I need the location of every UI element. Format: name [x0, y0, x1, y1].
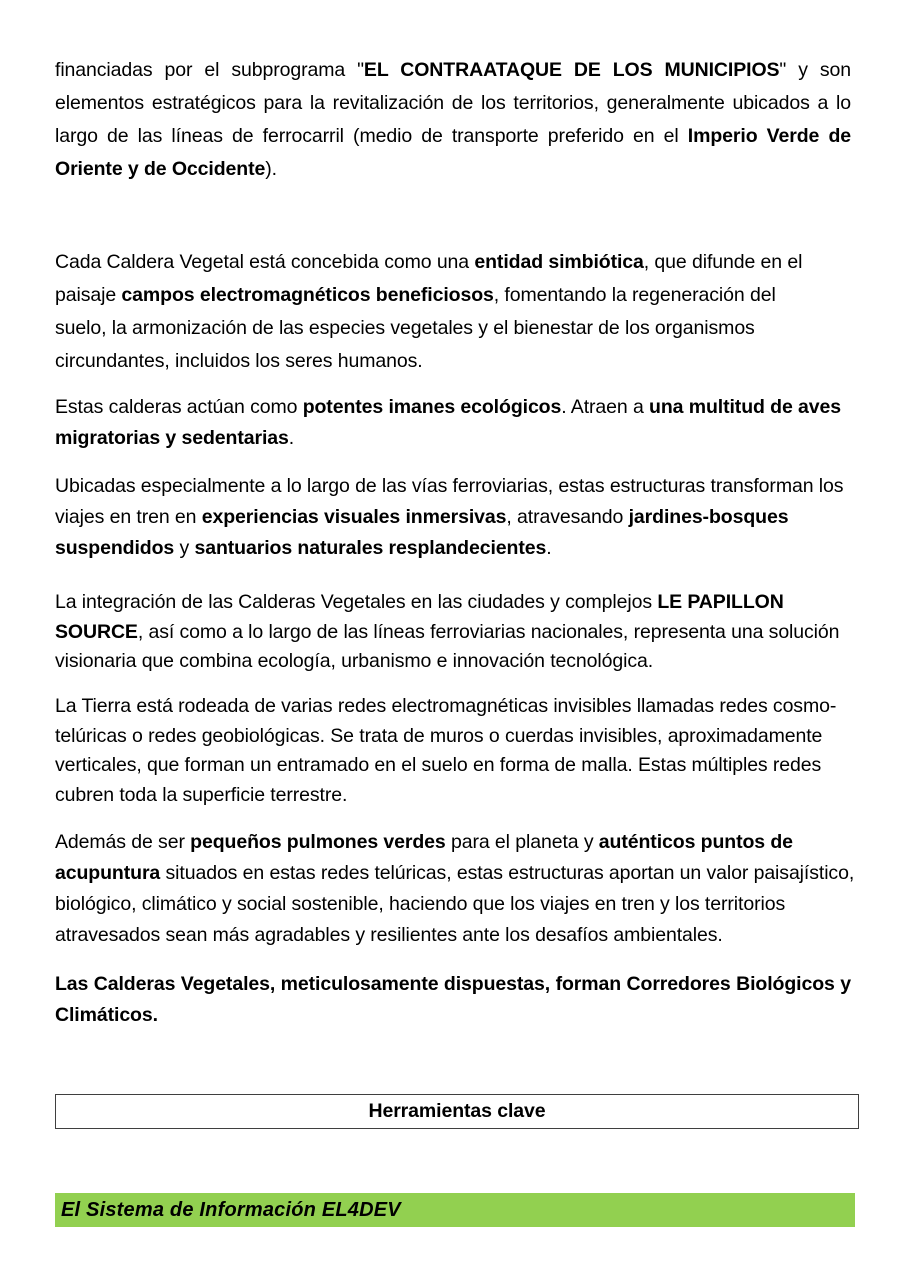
tools-heading-box — [55, 1094, 859, 1129]
paragraph-intro — [55, 54, 851, 186]
imanes-bold-1: potentes imanes ecológicos — [302, 396, 562, 418]
ubicadas-bold-3: santuarios naturales resplandecientes — [194, 537, 547, 559]
footer-green-band — [55, 1193, 855, 1227]
ubicadas-bold-2: jardines-bosques suspendidos — [55, 506, 789, 559]
intro-text-5: ). — [265, 158, 277, 180]
ademas-bold-1: pequeños pulmones verdes — [190, 831, 446, 853]
tools-heading-label: Herramientas clave — [368, 1099, 546, 1122]
integracion-bold-1: LE PAPILLON SOURCE — [55, 591, 784, 643]
simbiotica-text-3: , fomentando la regeneración del suelo, la armonización de las especies vegetales y el bienestar de los organismos circundantes, incluidos los seres humanos. — [55, 284, 776, 372]
ubicadas-text-1: Ubicadas especialmente a lo largo de las vías ferroviarias, estas estructuras transforman los viajes en tren en — [55, 475, 844, 528]
intro-text-4: lo largo de las líneas de ferrocarril (medio de transporte preferido en el — [55, 92, 851, 147]
imanes-text-3: . — [288, 427, 295, 449]
imanes-text-1: Estas calderas actúan como — [55, 396, 303, 418]
intro-text-1: financiadas por el subprograma " — [55, 59, 364, 81]
corredores-line-1: Las Calderas Vegetales, meticulosamente dispuestas, forman Corredores — [55, 973, 731, 995]
ubicadas-text-3: y — [174, 537, 195, 559]
ademas-bold-2: auténticos puntos de acupuntura — [55, 831, 793, 884]
ubicadas-text-2: , atravesando — [506, 506, 629, 528]
paragraph-simbiotica — [55, 246, 815, 378]
paragraph-ademas — [55, 827, 855, 951]
intro-bold-1: EL CONTRAATAQUE DE LOS MUNICIPIOS — [363, 59, 780, 81]
paragraph-tierra — [55, 692, 855, 810]
intro-text-2: " y son — [779, 59, 851, 81]
simbiotica-text-2: , que difunde en el paisaje — [55, 251, 803, 306]
intro-bold-2: Imperio Verde de — [687, 125, 852, 147]
paragraph-ubicadas — [55, 471, 855, 564]
footer-title-label: El Sistema de Información EL4DEV — [61, 1199, 401, 1221]
simbiotica-text-1: Cada Caldera Vegetal está concebida como una — [55, 251, 475, 273]
simbiotica-bold-2: campos electromagnéticos beneficiosos — [121, 284, 494, 306]
integracion-text-1: La integración de las Calderas Vegetales en las ciudades y complejos — [55, 591, 658, 613]
paragraph-corredores — [55, 969, 851, 1031]
corredores-line-2: Biológicos y Climáticos. — [55, 973, 851, 1026]
simbiotica-bold-1: entidad simbiótica — [474, 251, 644, 273]
tierra-text-1: La Tierra está rodeada de varias redes electromagnéticas invisibles llamadas redes cosmo-telúricas o redes geobiológicas. Se trata de muros o cuerdas invisibles, aproximadamente verticales, que forman un entramado en el suelo en forma de malla. Estas múltiples redes cubren toda la superficie terrestre. — [55, 695, 837, 806]
integracion-text-2: , así como a lo largo de las líneas ferroviarias nacionales, representa una solución visionaria que combina ecología, urbanismo e innovación tecnológica. — [55, 620, 840, 672]
ubicadas-bold-1: experiencias visuales inmersivas — [201, 506, 507, 528]
paragraph-integracion — [55, 588, 845, 677]
imanes-text-2: . Atraen a — [561, 396, 650, 418]
imanes-bold-2: una multitud de aves migratorias y sedentarias — [55, 396, 841, 449]
paragraph-imanes — [55, 392, 845, 454]
ademas-text-1: Además de ser — [55, 831, 191, 853]
intro-text-3: elementos estratégicos para la revitalización de los territorios, generalmente ubicados a — [55, 92, 829, 114]
intro-bold-3: Oriente y de Occidente — [55, 158, 266, 180]
ademas-text-3: situados en estas redes telúricas, estas estructuras aportan un valor paisajístico, biológico, climático y social sostenible, haciendo que los viajes en tren y los territorios atravesados sean más agradables y resilientes ante los desafíos ambientales. — [55, 862, 855, 946]
ubicadas-text-4: . — [546, 537, 552, 559]
ademas-text-2: para el planeta y — [445, 831, 599, 853]
